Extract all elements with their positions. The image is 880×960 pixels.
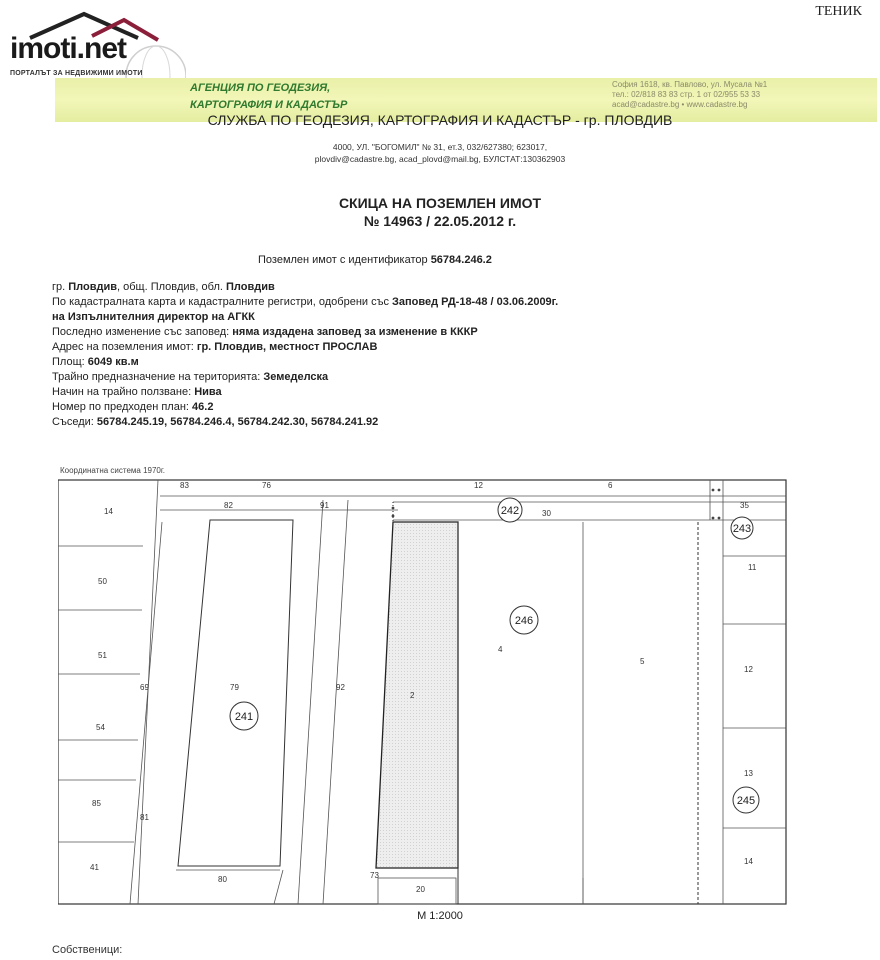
watermark-text: ТЕНИК [815, 4, 862, 19]
office-address [0, 141, 880, 165]
last-change-label: Последно изменение със заповед: [52, 326, 230, 338]
agency-name-line1: АГЕНЦИЯ ПО ГЕОДЕЗИЯ, [190, 82, 331, 94]
cadastral-text: По кадастралната карта и кадастралните регистри, одобрени със [52, 296, 389, 308]
parcel-number-label: 82 [224, 501, 233, 510]
parcel-number-label: 69 [140, 683, 149, 692]
neighbors-line [52, 415, 558, 430]
right-column-parcels [710, 480, 786, 904]
address-value: гр. Пловдив, местност ПРОСЛАВ [196, 341, 378, 353]
last-change-line [52, 325, 558, 340]
office-address-line2: plovdiv@cadastre.bg, acad_plovd@mail.bg, БУЛСТАТ:130362903 [314, 154, 566, 164]
neighbors-label: Съседи: [52, 416, 94, 428]
purpose-value: Земеделска [263, 371, 329, 383]
parcel-number-label: 5 [640, 657, 645, 666]
left-column-parcels [58, 480, 158, 904]
svg-text:243: 243 [732, 523, 752, 535]
prev-plan-label: Номер по предходен план: [52, 401, 189, 413]
location-prefix2: , общ. [117, 281, 148, 293]
parcel-number-label: 13 [744, 769, 753, 778]
office-title: СЛУЖБА ПО ГЕОДЕЗИЯ, КАРТОГРАФИЯ И КАДАСТЪР - гр. ПЛОВДИВ [207, 112, 673, 128]
address-label: Адрес на поземления имот: [52, 341, 194, 353]
prev-plan-line [52, 400, 558, 415]
cadastral-line [52, 295, 558, 310]
parcel-number-label: 91 [320, 501, 329, 510]
document-number: № 14963 / 22.05.2012 г. [363, 213, 517, 229]
parcel-number-label: 80 [218, 875, 227, 884]
circle-label-245 [733, 787, 759, 813]
cadastral-order: Заповед РД-18-48 / 03.06.2009г. [392, 296, 559, 308]
purpose-line [52, 370, 558, 385]
parcel-number-label: 79 [230, 683, 239, 692]
subject-parcel-2 [376, 522, 458, 868]
agency-name-line2: КАРТОГРАФИЯ И КАДАСТЪР [190, 99, 348, 111]
document-title-block [0, 194, 880, 230]
last-change-value: няма издадена заповед за изменение в КККР [232, 326, 478, 338]
location-prefix3: , обл. [195, 281, 223, 293]
agency-contact-line1: София 1618, кв. Павлово, ул. Мусала №1 [612, 80, 768, 89]
map-scale: М 1:2000 [417, 910, 463, 922]
parcel-number-label: 50 [98, 577, 107, 586]
logo-tagline: ПОРТАЛЪТ ЗА НЕДВИЖИМИ ИМОТИ [10, 70, 143, 77]
document-title: СКИЦА НА ПОЗЕМЛЕН ИМОТ [338, 195, 542, 211]
circle-label-243 [731, 517, 753, 539]
parcel-circle-labels [230, 498, 759, 813]
usage-value: Нива [194, 386, 222, 398]
parcel-number-label: 2 [410, 691, 415, 700]
parcel-number-label: 4 [498, 645, 503, 654]
parcel-number-label: 12 [744, 665, 753, 674]
property-identifier [258, 254, 492, 266]
parcel-number-label: 14 [104, 507, 113, 516]
survey-points [392, 489, 721, 520]
area-line [52, 355, 558, 370]
usage-label: Начин на трайно ползване: [52, 386, 192, 398]
area-label: Площ: [52, 356, 85, 368]
owners-label: Собственици: [52, 944, 123, 956]
order-by-line [52, 310, 558, 325]
parcel-number-label: 83 [180, 481, 189, 490]
cadastral-map [58, 478, 788, 906]
circle-label-241 [230, 702, 258, 730]
road-92-right [323, 500, 348, 904]
parcel-number-label: 20 [416, 885, 425, 894]
location-municipality: Пловдив [150, 281, 196, 293]
parcel-number-label: 81 [140, 813, 149, 822]
road-92-left [298, 500, 323, 904]
location-prefix1: гр. [52, 281, 66, 293]
identifier-value: 56784.246.2 [430, 254, 492, 266]
identifier-label: Поземлен имот с идентификатор [258, 254, 428, 266]
location-line [52, 280, 558, 295]
parcel-number-label: 30 [542, 509, 551, 518]
svg-text:242: 242 [500, 505, 520, 517]
svg-text:246: 246 [514, 615, 534, 627]
agency-contact [612, 80, 767, 110]
location-city: Пловдив [68, 281, 117, 293]
parcel-number-label: 85 [92, 799, 101, 808]
parcel-number-label: 51 [98, 651, 107, 660]
property-details [52, 280, 558, 430]
coordinate-system-label: Координатна система 1970г. [60, 466, 166, 475]
circle-label-246 [510, 606, 538, 634]
agency-contact-line3: acad@cadastre.bg • www.cadastre.bg [612, 100, 748, 109]
parcel-number-label: 41 [90, 863, 99, 872]
parcel-241 [178, 520, 293, 866]
parcel-number-label: 54 [96, 723, 105, 732]
location-region: Пловдив [225, 281, 275, 293]
parcel-number-label: 76 [262, 481, 271, 490]
parcel-number-label: 35 [740, 501, 749, 510]
neighbors-value: 56784.245.19, 56784.246.4, 56784.242.30, 56784.241.92 [96, 416, 379, 428]
parcel-number-label: 11 [748, 563, 757, 572]
svg-text:245: 245 [736, 795, 756, 807]
usage-line [52, 385, 558, 400]
order-by: на Изпълнителния директор на АГКК [52, 311, 255, 323]
parcel-number-label: 73 [370, 871, 379, 880]
agency-name [190, 80, 347, 114]
parcel-number-label: 12 [474, 481, 483, 490]
parcel-number-label: 92 [336, 683, 345, 692]
logo-name[interactable]: imoti.net [10, 32, 126, 65]
address-line [52, 340, 558, 355]
top-strip [160, 496, 786, 520]
parcel-number-label: 6 [608, 481, 613, 490]
svg-text:241: 241 [234, 711, 254, 723]
parcel-number-label: 14 [744, 857, 753, 866]
agency-contact-line2: тел.: 02/818 83 83 стр. 1 от 02/955 53 33 [612, 90, 761, 99]
circle-label-242 [498, 498, 522, 522]
area-value: 6049 кв.м [87, 356, 139, 368]
purpose-label: Трайно предназначение на територията: [52, 371, 261, 383]
office-address-line1: 4000, УЛ. "БОГОМИЛ" № 31, ет.3, 032/627380; 623017, [332, 142, 548, 152]
prev-plan-value: 46.2 [192, 401, 214, 413]
